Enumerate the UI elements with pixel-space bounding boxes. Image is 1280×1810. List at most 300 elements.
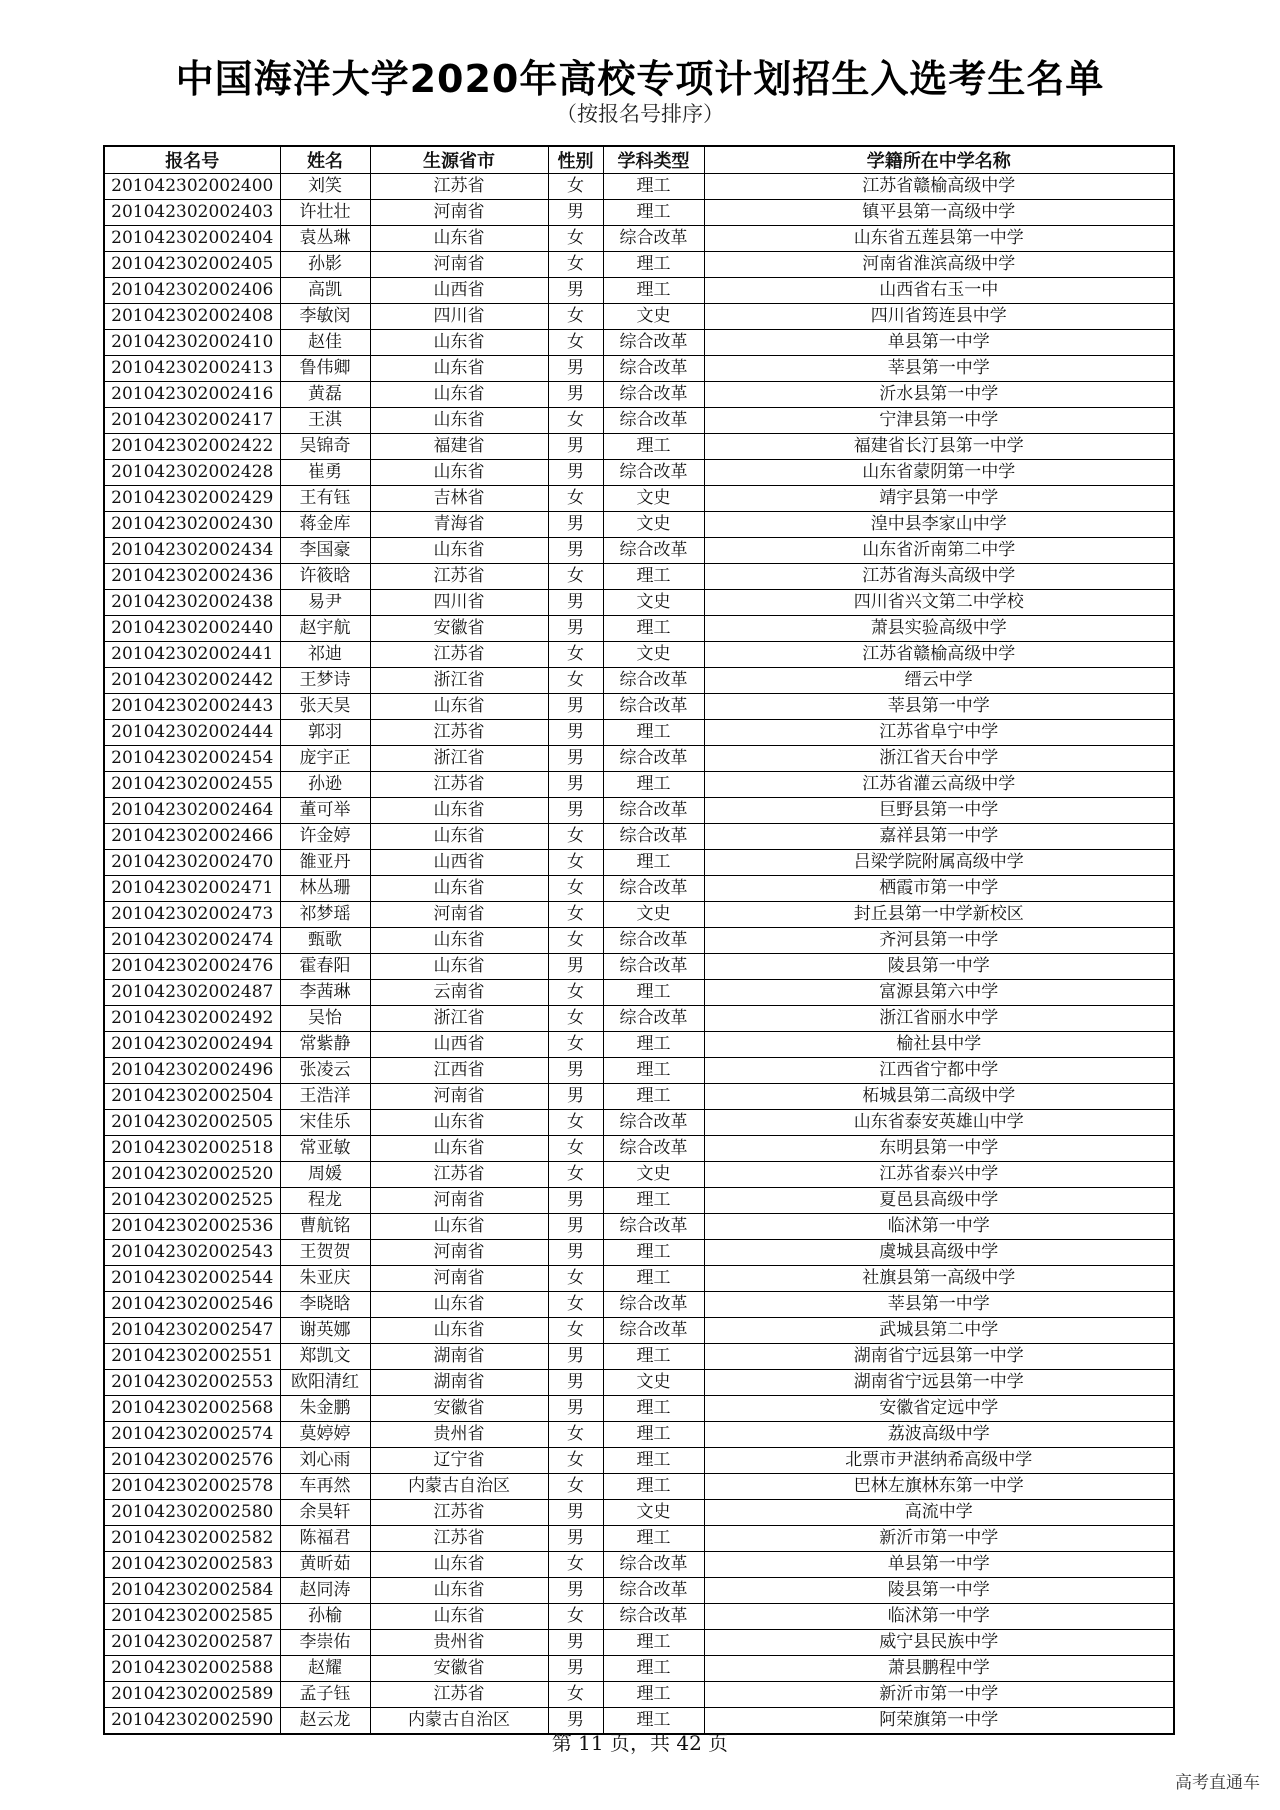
cell-gender: 男 [548,538,603,564]
cell-registration-no: 201042302002410 [104,330,280,356]
cell-school: 安徽省定远中学 [704,1396,1174,1422]
cell-name: 周媛 [280,1162,370,1188]
table-row [104,1110,1174,1136]
cell-school: 山西省右玉一中 [704,278,1174,304]
cell-subject-type: 理工 [603,434,704,460]
cell-subject-type: 综合改革 [603,1318,704,1344]
cell-registration-no: 201042302002520 [104,1162,280,1188]
cell-gender: 女 [548,304,603,330]
cell-school: 萧县鹏程中学 [704,1656,1174,1682]
cell-gender: 男 [548,356,603,382]
cell-school: 榆社县中学 [704,1032,1174,1058]
cell-province: 山东省 [370,1110,548,1136]
cell-gender: 男 [548,616,603,642]
cell-subject-type: 理工 [603,772,704,798]
cell-school: 临沭第一中学 [704,1604,1174,1630]
cell-province: 山东省 [370,1318,548,1344]
cell-province: 湖南省 [370,1344,548,1370]
cell-registration-no: 201042302002589 [104,1682,280,1708]
cell-school: 齐河县第一中学 [704,928,1174,954]
cell-school: 山东省沂南第二中学 [704,538,1174,564]
cell-gender: 男 [548,1630,603,1656]
table-row [104,902,1174,928]
cell-school: 山东省五莲县第一中学 [704,226,1174,252]
cell-subject-type: 文史 [603,304,704,330]
cell-name: 张天昊 [280,694,370,720]
cell-name: 余昊轩 [280,1500,370,1526]
cell-subject-type: 文史 [603,486,704,512]
cell-subject-type: 综合改革 [603,668,704,694]
cell-subject-type: 理工 [603,1344,704,1370]
cell-registration-no: 201042302002429 [104,486,280,512]
cell-province: 辽宁省 [370,1448,548,1474]
cell-gender: 女 [548,1422,603,1448]
cell-gender: 女 [548,226,603,252]
cell-subject-type: 理工 [603,1188,704,1214]
cell-name: 曹航铭 [280,1214,370,1240]
cell-registration-no: 201042302002574 [104,1422,280,1448]
cell-registration-no: 201042302002417 [104,408,280,434]
cell-school: 浙江省丽水中学 [704,1006,1174,1032]
cell-name: 王梦诗 [280,668,370,694]
cell-gender: 男 [548,200,603,226]
cell-school: 陵县第一中学 [704,954,1174,980]
cell-registration-no: 201042302002578 [104,1474,280,1500]
cell-subject-type: 理工 [603,252,704,278]
cell-name: 李敏闵 [280,304,370,330]
cell-province: 河南省 [370,1266,548,1292]
cell-province: 江苏省 [370,174,548,200]
cell-registration-no: 201042302002474 [104,928,280,954]
cell-subject-type: 综合改革 [603,226,704,252]
cell-registration-no: 201042302002473 [104,902,280,928]
cell-gender: 女 [548,1318,603,1344]
table-row [104,408,1174,434]
table-row [104,668,1174,694]
header-name: 姓名 [280,146,370,174]
cell-registration-no: 201042302002430 [104,512,280,538]
cell-gender: 男 [548,798,603,824]
cell-name: 谢英娜 [280,1318,370,1344]
cell-school: 江苏省灌云高级中学 [704,772,1174,798]
cell-name: 霍春阳 [280,954,370,980]
cell-school: 虞城县高级中学 [704,1240,1174,1266]
table-row [104,980,1174,1006]
cell-subject-type: 理工 [603,174,704,200]
cell-name: 易尹 [280,590,370,616]
cell-province: 安徽省 [370,1656,548,1682]
cell-registration-no: 201042302002587 [104,1630,280,1656]
cell-name: 赵宇航 [280,616,370,642]
cell-name: 王有钰 [280,486,370,512]
cell-school: 沂水县第一中学 [704,382,1174,408]
cell-name: 雒亚丹 [280,850,370,876]
cell-province: 河南省 [370,252,548,278]
cell-name: 李茜琳 [280,980,370,1006]
cell-subject-type: 理工 [603,1448,704,1474]
cell-registration-no: 201042302002576 [104,1448,280,1474]
cell-subject-type: 综合改革 [603,408,704,434]
cell-school: 北票市尹湛纳希高级中学 [704,1448,1174,1474]
page-number: 第 11 页，共 42 页 [551,1731,729,1755]
table-row [104,954,1174,980]
cell-gender: 男 [548,1084,603,1110]
cell-registration-no: 201042302002408 [104,304,280,330]
cell-registration-no: 201042302002553 [104,1370,280,1396]
cell-subject-type: 理工 [603,1656,704,1682]
table-row [104,1032,1174,1058]
cell-province: 安徽省 [370,1396,548,1422]
table-row [104,1656,1174,1682]
cell-subject-type: 理工 [603,1084,704,1110]
cell-name: 张凌云 [280,1058,370,1084]
cell-name: 许金婷 [280,824,370,850]
cell-province: 贵州省 [370,1422,548,1448]
cell-school: 萧县实验高级中学 [704,616,1174,642]
cell-subject-type: 综合改革 [603,1578,704,1604]
cell-subject-type: 综合改革 [603,330,704,356]
cell-name: 祁梦瑶 [280,902,370,928]
cell-gender: 男 [548,720,603,746]
cell-subject-type: 文史 [603,590,704,616]
cell-subject-type: 综合改革 [603,928,704,954]
cell-school: 浙江省天台中学 [704,746,1174,772]
cell-registration-no: 201042302002492 [104,1006,280,1032]
cell-school: 阿荣旗第一中学 [704,1708,1174,1735]
cell-name: 赵耀 [280,1656,370,1682]
cell-province: 内蒙古自治区 [370,1708,548,1735]
cell-subject-type: 综合改革 [603,798,704,824]
table-row [104,1162,1174,1188]
cell-registration-no: 201042302002546 [104,1292,280,1318]
cell-school: 山东省泰安英雄山中学 [704,1110,1174,1136]
cell-name: 莫婷婷 [280,1422,370,1448]
cell-subject-type: 文史 [603,512,704,538]
cell-name: 祁迪 [280,642,370,668]
cell-school: 江西省宁都中学 [704,1058,1174,1084]
cell-name: 黄昕茹 [280,1552,370,1578]
cell-province: 山东省 [370,798,548,824]
table-row [104,590,1174,616]
cell-subject-type: 理工 [603,1032,704,1058]
cell-gender: 男 [548,1526,603,1552]
cell-school: 威宁县民族中学 [704,1630,1174,1656]
cell-name: 郭羽 [280,720,370,746]
cell-gender: 男 [548,278,603,304]
cell-province: 安徽省 [370,616,548,642]
cell-registration-no: 201042302002584 [104,1578,280,1604]
cell-gender: 女 [548,564,603,590]
cell-subject-type: 理工 [603,980,704,1006]
cell-school: 新沂市第一中学 [704,1682,1174,1708]
cell-subject-type: 综合改革 [603,356,704,382]
cell-registration-no: 201042302002434 [104,538,280,564]
cell-subject-type: 综合改革 [603,824,704,850]
cell-subject-type: 综合改革 [603,1110,704,1136]
cell-school: 湖南省宁远县第一中学 [704,1370,1174,1396]
cell-school: 靖宇县第一中学 [704,486,1174,512]
header-gender: 性别 [548,146,603,174]
cell-gender: 女 [548,1552,603,1578]
cell-gender: 女 [548,824,603,850]
cell-school: 荔波高级中学 [704,1422,1174,1448]
cell-registration-no: 201042302002504 [104,1084,280,1110]
cell-school: 临沭第一中学 [704,1214,1174,1240]
cell-province: 江苏省 [370,1526,548,1552]
cell-province: 江苏省 [370,720,548,746]
page-title: 中国海洋大学2020年高校专项计划招生入选考生名单 [175,57,1105,101]
cell-school: 莘县第一中学 [704,356,1174,382]
cell-registration-no: 201042302002466 [104,824,280,850]
table-row [104,616,1174,642]
table-row [104,174,1174,200]
table-row [104,538,1174,564]
table-row [104,434,1174,460]
cell-school: 四川省筠连县中学 [704,304,1174,330]
table-row [104,278,1174,304]
cell-gender: 男 [548,1396,603,1422]
cell-registration-no: 201042302002413 [104,356,280,382]
cell-gender: 女 [548,1006,603,1032]
cell-name: 刘心雨 [280,1448,370,1474]
cell-registration-no: 201042302002568 [104,1396,280,1422]
cell-gender: 女 [548,1474,603,1500]
cell-subject-type: 综合改革 [603,876,704,902]
cell-name: 常亚敏 [280,1136,370,1162]
table-row [104,356,1174,382]
cell-province: 山东省 [370,408,548,434]
cell-school: 栖霞市第一中学 [704,876,1174,902]
cell-registration-no: 201042302002404 [104,226,280,252]
cell-registration-no: 201042302002455 [104,772,280,798]
cell-name: 程龙 [280,1188,370,1214]
cell-registration-no: 201042302002536 [104,1214,280,1240]
cell-school: 江苏省泰兴中学 [704,1162,1174,1188]
watermark: 高考直通车 [1175,1773,1260,1793]
cell-subject-type: 综合改革 [603,1292,704,1318]
table-row [104,382,1174,408]
cell-name: 陈福君 [280,1526,370,1552]
cell-subject-type: 综合改革 [603,1136,704,1162]
cell-province: 江苏省 [370,1682,548,1708]
cell-subject-type: 综合改革 [603,1214,704,1240]
cell-province: 山东省 [370,1604,548,1630]
cell-province: 山东省 [370,694,548,720]
cell-registration-no: 201042302002487 [104,980,280,1006]
cell-province: 河南省 [370,1188,548,1214]
cell-province: 河南省 [370,1240,548,1266]
cell-province: 河南省 [370,200,548,226]
cell-gender: 男 [548,1214,603,1240]
table-row [104,200,1174,226]
table-row [104,1136,1174,1162]
header-registration-no: 报名号 [104,146,280,174]
cell-province: 吉林省 [370,486,548,512]
table-row [104,486,1174,512]
cell-registration-no: 201042302002583 [104,1552,280,1578]
cell-gender: 女 [548,928,603,954]
table-row [104,798,1174,824]
cell-province: 山东省 [370,1214,548,1240]
cell-registration-no: 201042302002400 [104,174,280,200]
table-row [104,746,1174,772]
table-body [104,174,1174,1735]
table-row [104,1292,1174,1318]
cell-subject-type: 文史 [603,1162,704,1188]
table-row [104,1552,1174,1578]
cell-gender: 女 [548,252,603,278]
cell-school: 巴林左旗林东第一中学 [704,1474,1174,1500]
cell-name: 黄磊 [280,382,370,408]
cell-subject-type: 理工 [603,1396,704,1422]
cell-school: 单县第一中学 [704,330,1174,356]
cell-school: 江苏省赣榆高级中学 [704,642,1174,668]
table-row [104,1500,1174,1526]
cell-gender: 女 [548,408,603,434]
cell-subject-type: 理工 [603,200,704,226]
table-row [104,850,1174,876]
table-header-row [104,146,1174,174]
cell-province: 江苏省 [370,564,548,590]
cell-school: 单县第一中学 [704,1552,1174,1578]
cell-gender: 女 [548,668,603,694]
table-row [104,252,1174,278]
cell-registration-no: 201042302002428 [104,460,280,486]
cell-province: 山东省 [370,538,548,564]
table-row [104,1604,1174,1630]
cell-gender: 女 [548,902,603,928]
cell-gender: 女 [548,876,603,902]
cell-subject-type: 文史 [603,902,704,928]
cell-registration-no: 201042302002444 [104,720,280,746]
cell-subject-type: 综合改革 [603,1604,704,1630]
page-subtitle: （按报名号排序） [556,102,724,126]
table-row [104,772,1174,798]
cell-gender: 男 [548,460,603,486]
cell-registration-no: 201042302002470 [104,850,280,876]
cell-gender: 女 [548,1448,603,1474]
table-row [104,1084,1174,1110]
cell-registration-no: 201042302002476 [104,954,280,980]
cell-school: 嘉祥县第一中学 [704,824,1174,850]
cell-registration-no: 201042302002442 [104,668,280,694]
cell-gender: 男 [548,1240,603,1266]
cell-subject-type: 理工 [603,1422,704,1448]
cell-name: 吴锦奇 [280,434,370,460]
cell-name: 欧阳清红 [280,1370,370,1396]
table-row [104,1370,1174,1396]
cell-registration-no: 201042302002406 [104,278,280,304]
cell-registration-no: 201042302002403 [104,200,280,226]
cell-registration-no: 201042302002588 [104,1656,280,1682]
cell-registration-no: 201042302002518 [104,1136,280,1162]
cell-gender: 女 [548,642,603,668]
table-row [104,304,1174,330]
cell-school: 封丘县第一中学新校区 [704,902,1174,928]
cell-province: 江苏省 [370,1162,548,1188]
cell-province: 山东省 [370,1292,548,1318]
cell-name: 蒋金库 [280,512,370,538]
cell-gender: 女 [548,330,603,356]
cell-gender: 男 [548,1708,603,1735]
cell-registration-no: 201042302002505 [104,1110,280,1136]
table-row [104,1422,1174,1448]
cell-province: 贵州省 [370,1630,548,1656]
table-row [104,1474,1174,1500]
cell-school: 莘县第一中学 [704,694,1174,720]
cell-registration-no: 201042302002494 [104,1032,280,1058]
cell-school: 镇平县第一高级中学 [704,200,1174,226]
cell-name: 赵佳 [280,330,370,356]
cell-name: 庞宇正 [280,746,370,772]
cell-school: 柘城县第二高级中学 [704,1084,1174,1110]
cell-subject-type: 理工 [603,850,704,876]
cell-registration-no: 201042302002416 [104,382,280,408]
cell-gender: 男 [548,1370,603,1396]
cell-province: 山东省 [370,928,548,954]
cell-name: 李晓晗 [280,1292,370,1318]
cell-subject-type: 文史 [603,642,704,668]
cell-name: 朱亚庆 [280,1266,370,1292]
table-row [104,330,1174,356]
cell-province: 四川省 [370,304,548,330]
cell-registration-no: 201042302002585 [104,1604,280,1630]
cell-province: 山西省 [370,850,548,876]
cell-gender: 女 [548,1266,603,1292]
cell-school: 高流中学 [704,1500,1174,1526]
cell-name: 孙逊 [280,772,370,798]
cell-province: 山东省 [370,382,548,408]
cell-province: 山东省 [370,1552,548,1578]
header-province: 生源省市 [370,146,548,174]
cell-subject-type: 理工 [603,616,704,642]
cell-name: 鲁伟卿 [280,356,370,382]
cell-gender: 女 [548,1162,603,1188]
cell-subject-type: 综合改革 [603,538,704,564]
cell-name: 许筱晗 [280,564,370,590]
cell-province: 浙江省 [370,746,548,772]
cell-province: 山东省 [370,824,548,850]
cell-province: 江西省 [370,1058,548,1084]
cell-subject-type: 综合改革 [603,1006,704,1032]
cell-subject-type: 文史 [603,1370,704,1396]
cell-province: 山东省 [370,226,548,252]
cell-subject-type: 综合改革 [603,746,704,772]
cell-province: 河南省 [370,1084,548,1110]
table-row [104,564,1174,590]
cell-name: 孙榆 [280,1604,370,1630]
cell-gender: 女 [548,174,603,200]
cell-name: 车再然 [280,1474,370,1500]
table-row [104,1240,1174,1266]
cell-name: 刘笑 [280,174,370,200]
cell-gender: 男 [548,694,603,720]
cell-school: 陵县第一中学 [704,1578,1174,1604]
cell-school: 湖南省宁远县第一中学 [704,1344,1174,1370]
cell-subject-type: 综合改革 [603,1552,704,1578]
cell-province: 江苏省 [370,772,548,798]
cell-province: 山东省 [370,460,548,486]
table-row [104,1578,1174,1604]
cell-subject-type: 理工 [603,1682,704,1708]
cell-name: 崔勇 [280,460,370,486]
cell-school: 新沂市第一中学 [704,1526,1174,1552]
table-row [104,1006,1174,1032]
cell-registration-no: 201042302002405 [104,252,280,278]
cell-gender: 女 [548,1032,603,1058]
cell-registration-no: 201042302002471 [104,876,280,902]
cell-registration-no: 201042302002422 [104,434,280,460]
